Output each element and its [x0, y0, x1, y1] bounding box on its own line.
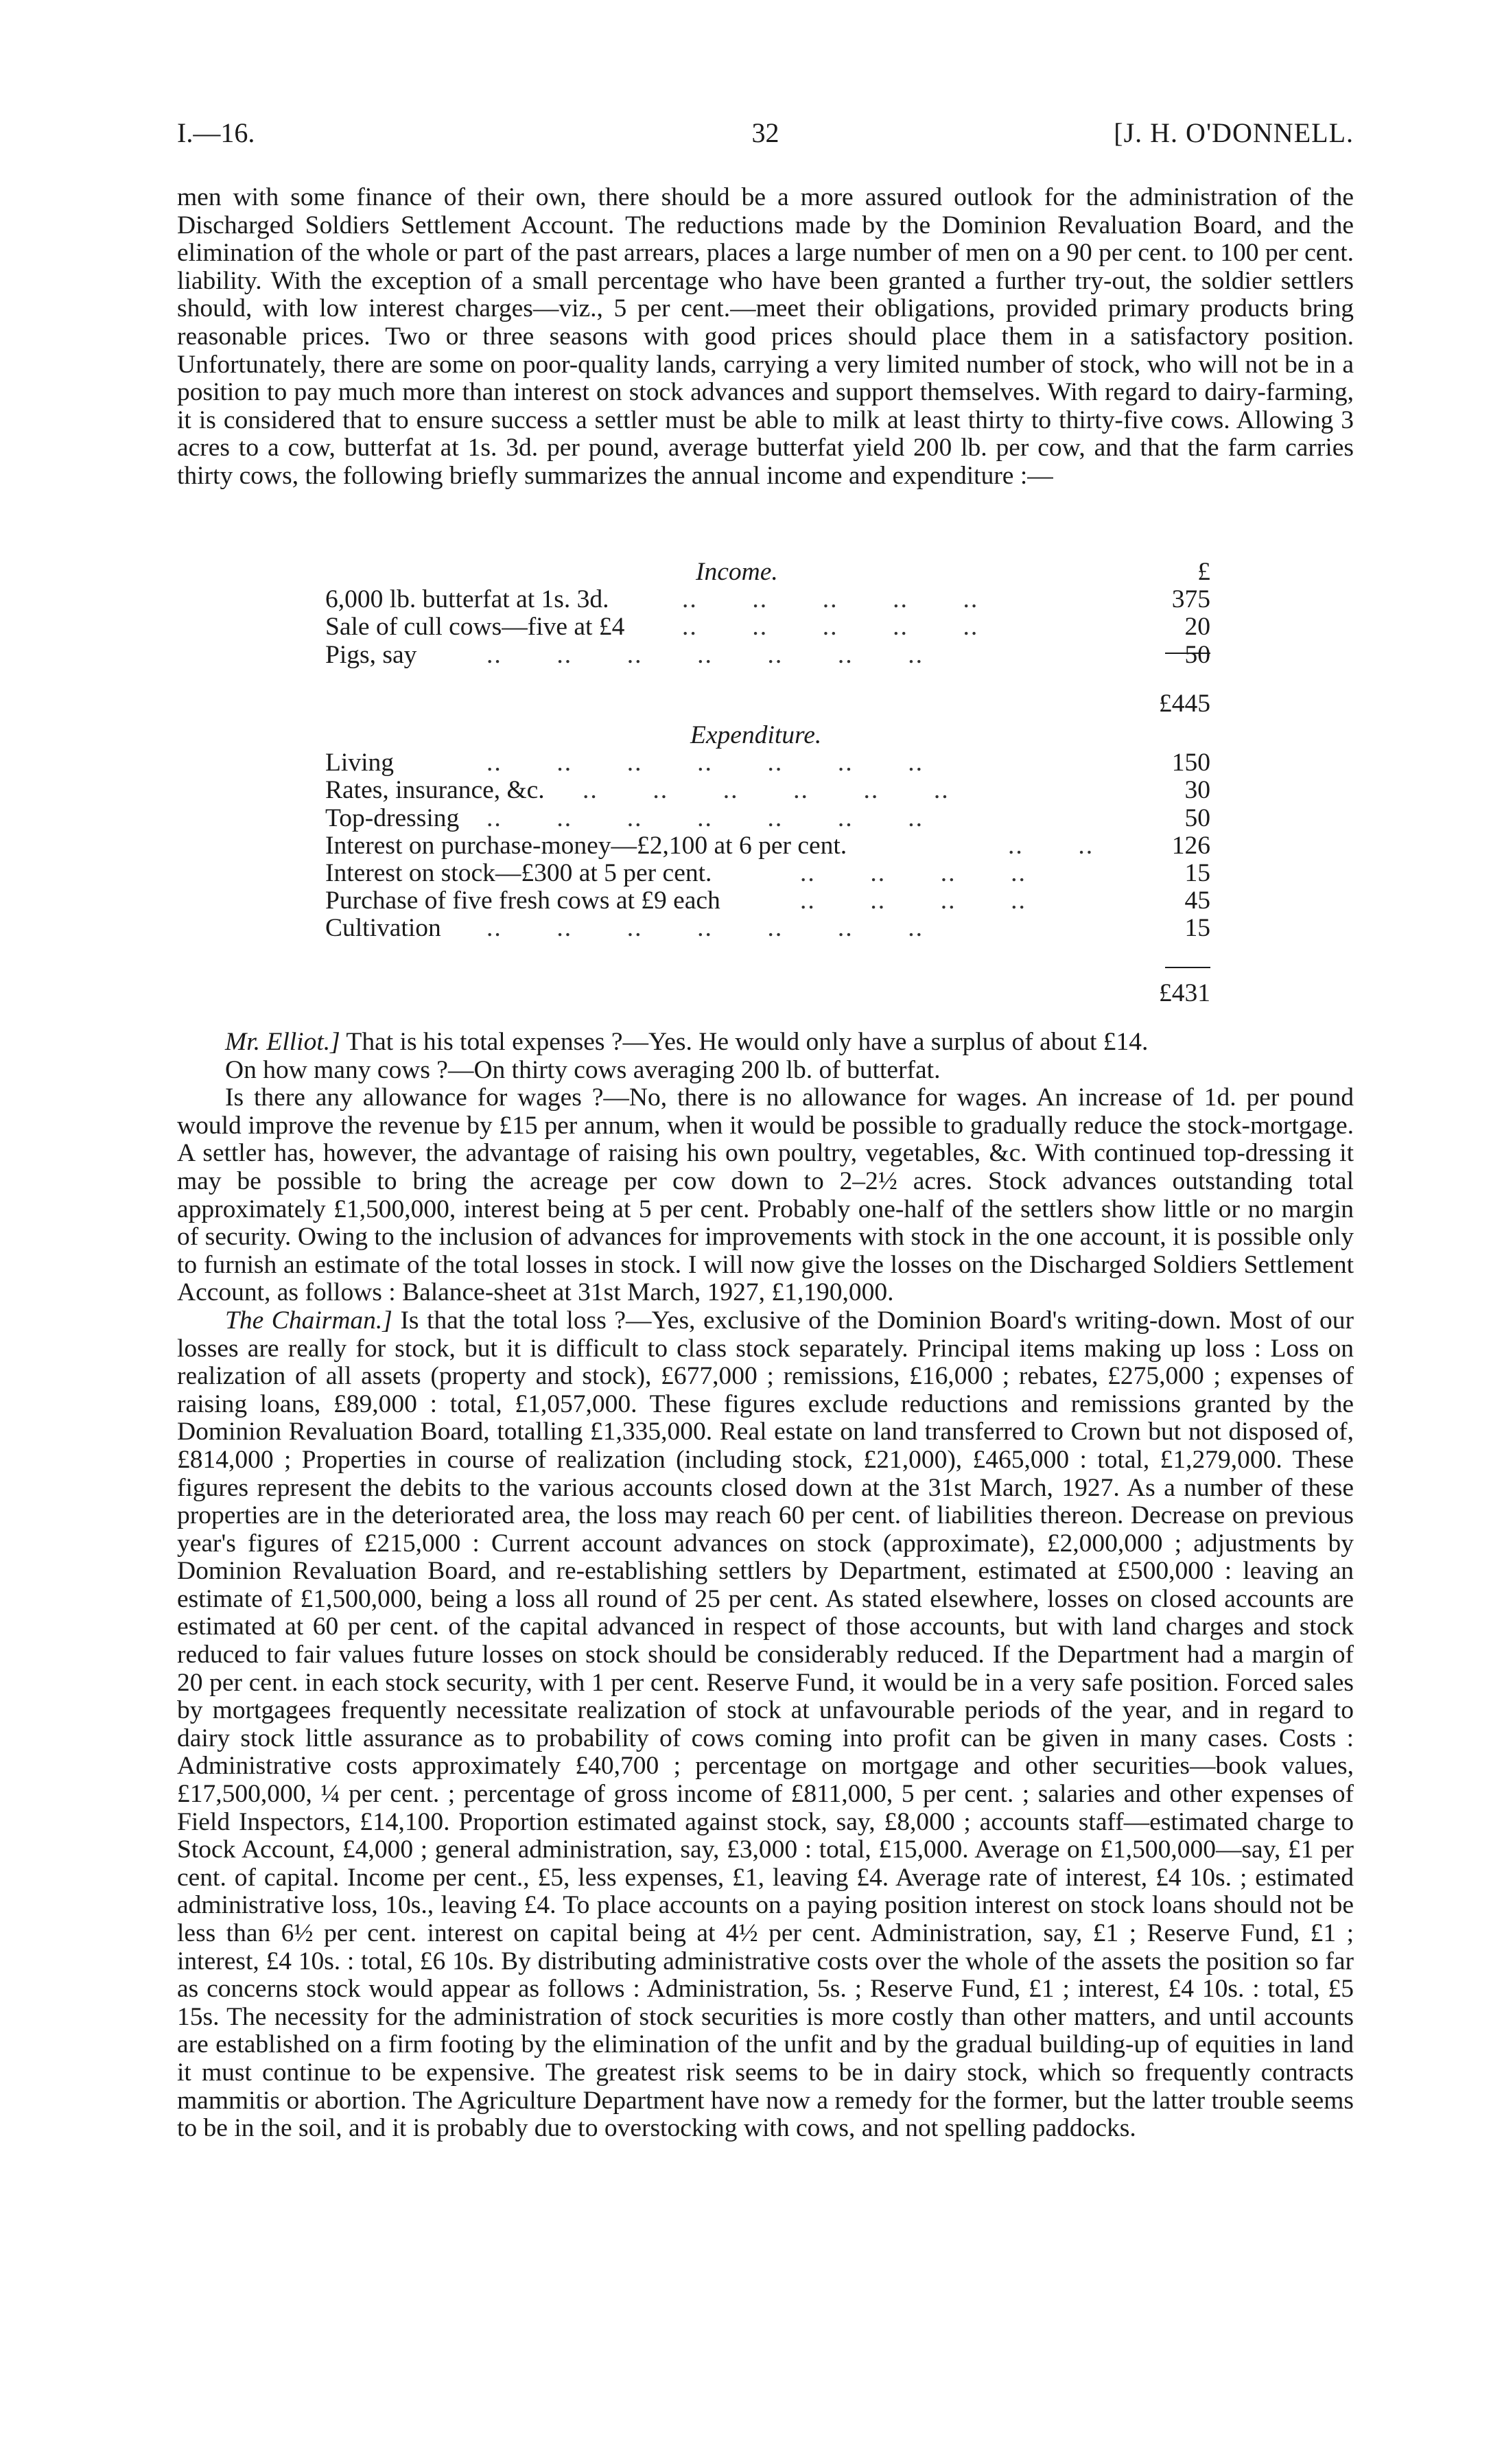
item-label: Interest on stock—£300 at 5 per cent. [325, 858, 712, 887]
leader-dots: .. .. .. .. .. [682, 585, 979, 614]
leader-dots: .. .. .. .. [800, 858, 1026, 887]
item-amount: 50 [1184, 803, 1210, 832]
evidence-paragraph [177, 1029, 1354, 1057]
leader-dots: .. .. .. .. .. [682, 613, 979, 642]
intro-paragraph-block [177, 184, 1354, 491]
income-heading: Income. [696, 558, 778, 586]
table-row [325, 613, 1210, 641]
item-amount: 15 [1184, 914, 1210, 943]
leader-dots: .. .. .. .. .. .. .. [486, 803, 924, 832]
item-amount: 20 [1184, 613, 1210, 642]
page-number: 32 [751, 117, 779, 148]
item-label: 6,000 lb. butterfat at 1s. 3d. [325, 585, 609, 614]
table-row [325, 860, 1210, 887]
currency-symbol: £ [1197, 558, 1210, 586]
leader-dots: .. .. .. .. [800, 887, 1026, 915]
paragraph-text: That is his total expenses ?—Yes. He would only have a surplus of about £14. [340, 1028, 1149, 1056]
item-amount: 375 [1171, 585, 1210, 614]
paragraph-text: On how many cows ?—On thirty cows averaging 200 lb. of butterfat. [225, 1055, 941, 1084]
table-row [325, 586, 1210, 613]
table-row [325, 805, 1210, 832]
witness-name: [J. H. O'DONNELL. [1114, 117, 1354, 148]
table-row [325, 642, 1210, 669]
item-amount: 150 [1171, 749, 1210, 777]
item-label: Living [325, 749, 394, 777]
income-total: £445 [1159, 690, 1210, 718]
paper-reference: I.—16. [177, 117, 255, 148]
item-label: Purchase of five fresh cows at £9 each [325, 887, 720, 915]
total-rule [1165, 967, 1210, 968]
evidence-paragraph [177, 1057, 1354, 1085]
item-amount: 15 [1184, 858, 1210, 887]
leader-dots: .. .. .. .. .. .. .. [486, 749, 924, 777]
speaker-name: The Chairman.] [225, 1306, 392, 1335]
leader-dots: .. .. .. .. .. .. .. [486, 914, 924, 943]
evidence-paragraph [177, 1307, 1354, 2143]
table-row [325, 887, 1210, 915]
evidence-block [177, 1029, 1354, 2143]
item-label: Top-dressing [325, 803, 460, 832]
item-label: Interest on purchase-money—£2,100 at 6 per cent. [325, 831, 847, 860]
table-row [325, 915, 1210, 942]
expenditure-total: £431 [1159, 979, 1210, 1007]
total-rule [1165, 653, 1210, 654]
item-amount: 50 [1184, 640, 1210, 669]
table-row [325, 749, 1210, 777]
table-row [325, 777, 1210, 804]
expenditure-heading: Expenditure. [690, 721, 822, 749]
paragraph-text: Is that the total loss ?—Yes, exclusive of the Dominion Board's writing-down. Most of our losses are really for stock, but it is difficult to class stock separately. Principal items making up loss : Loss on realization of all assets (property and stock), £677,000 ; remissions, £16,000 ; rebates, £275,000 ; expenses of raising loans, £89,000 : total, £1,057,000. These figures exclude reductions and remissions granted by the Dominion Revaluation Board, totalling £1,335,000. Real estate on land transferred to Crown but not disposed of, £814,000 ; Properties in course of realization (including stock, £21,000), £465,000 : total, £1,279,000. These figures represent the debits to the various accounts closed down at the 31st March, 1927. As a number of these properties are in the deteriorated area, the loss may reach 60 per cent. of liabilities thereon. Decrease on previous year's figures of £215,000 : Current account advances on stock (approximate), £2,000,000 ; adjustments by Dominion Revaluation Board, and re-establishing settlers by Department, estimated at £500,000 : leaving an estimate of £1,500,000, being a loss all round of 25 per cent. As stated elsewhere, losses on closed accounts are estimated at 60 per cent. of the capital advanced in respect of those accounts, but with land charges and stock reduced to fair values future losses on stock should be considerably reduced. If the Department had a margin of 20 per cent. in each stock security, with 1 per cent. Reserve Fund, it would be in a very safe position. Forced sales by mortgagees frequently necessitate realization of stock at unfavourable periods of the year, and in regard to dairy stock little assurance as to probability of cows coming into profit can be given in many cases. Costs : Administrative costs approximately £40,700 ; percentage on mortgage and other securities—book values, £17,500,000, ¼ per cent. ; percentage of gross income of £811,000, 5 per cent. ; salaries and other expenses of Field Inspectors, £14,100. Proportion estimated against stock, say, £8,000 ; accounts staff—estimated charge to Stock Account, £4,000 ; general administration, say, £3,000 : total, £15,000. Average on £1,500,000—say, £1 per cent. of capital. Income per cent., £5, less expenses, £1, leaving £4. Average rate of interest, £4 10s. ; estimated administrative loss, 10s., leaving £4. To place accounts on a paying position interest on stock loans should not be less than 6½ per cent. interest on capital being at 4½ per cent. Administration, say, £1 ; Reserve Fund, £1 ; interest, £4 10s. : total, £6 10s. By distributing administrative costs over the whole of the assets the position so far as concerns stock would appear as follows : Administration, 5s. ; Reserve Fund, £1 ; interest, £4 10s. : total, £5 15s. The necessity for the administration of stock securities is more costly than other matters, and until accounts are established on a firm footing by the elimination of the unfit and by the gradual building-up of equities in land it must continue to be expensive. The greatest risk seems to be in dairy stock, which so frequently contracts mammitis or abortion. The Agriculture Department have now a remedy for the former, but the latter trouble seems to be in the soil, and it is probably due to overstocking with cows, and not spelling paddocks. [177, 1306, 1354, 2143]
item-amount: 30 [1184, 776, 1210, 805]
income-heading-row [325, 559, 1210, 586]
table-row [325, 832, 1210, 860]
item-amount: 126 [1171, 831, 1210, 860]
intro-paragraph: men with some finance of their own, there should be a more assured outlook for the administration of the Discharged Soldiers Settlement Account. The reductions made by the Dominion Revaluation Board, and the elimination of the whole or part of the past arrears, places a large number of men on a 90 per cent. to 100 per cent. liability. With the exception of a small percentage who have been granted a further try-out, the soldier settlers should, with low interest charges—viz., 5 per cent.—meet their obligations, provided primary products bring reasonable prices. Two or three seasons with good prices should place them in a satisfactory position. Unfortunately, there are some on poor-quality lands, carrying a very limited number of stock, who will not be in a position to pay much more than interest on stock advances and support themselves. With regard to dairy-farming, it is considered that to ensure success a settler must be able to milk at least thirty to thirty-five cows. Allowing 3 acres to a cow, butterfat at 1s. 3d. per pound, average butterfat yield 200 lb. per cow, and that the farm carries thirty cows, the following briefly summarizes the annual income and expenditure :— [177, 183, 1354, 490]
paragraph-text: Is there any allowance for wages ?—No, there is no allowance for wages. An increase of 1d. per pound would improve the revenue by £15 per annum, when it would be possible to gradually reduce the stock-mortgage. A settler has, however, the advantage of raising his own poultry, vegetables, &c. With continued top-dressing it may be possible to bring the acreage per cow down to 2–2½ acres. Stock advances outstanding total approximately £1,500,000, interest being at 5 per cent. Probably one-half of the settlers show little or no margin of security. Owing to the inclusion of advances for improvements with stock in the one account, it is possible only to furnish an estimate of the total losses in stock. I will now give the losses on the Discharged Soldiers Settlement Account, as follows : Balance-sheet at 31st March, 1927, £1,190,000. [177, 1083, 1354, 1307]
item-amount: 45 [1184, 887, 1210, 915]
leader-dots: .. .. [1008, 831, 1094, 860]
item-label: Pigs, say [325, 640, 417, 669]
page-header [177, 117, 1354, 158]
item-label: Rates, insurance, &c. [325, 776, 545, 805]
leader-dots: .. .. .. .. .. .. [583, 776, 950, 805]
speaker-name: Mr. Elliot.] [225, 1028, 340, 1056]
expenditure-table [325, 721, 1210, 1007]
income-table [325, 558, 1210, 718]
evidence-paragraph [177, 1084, 1354, 1307]
expenditure-heading-row [325, 722, 1210, 749]
item-label: Sale of cull cows—five at £4 [325, 613, 625, 642]
item-label: Cultivation [325, 914, 441, 943]
leader-dots: .. .. .. .. .. .. .. [486, 640, 924, 669]
